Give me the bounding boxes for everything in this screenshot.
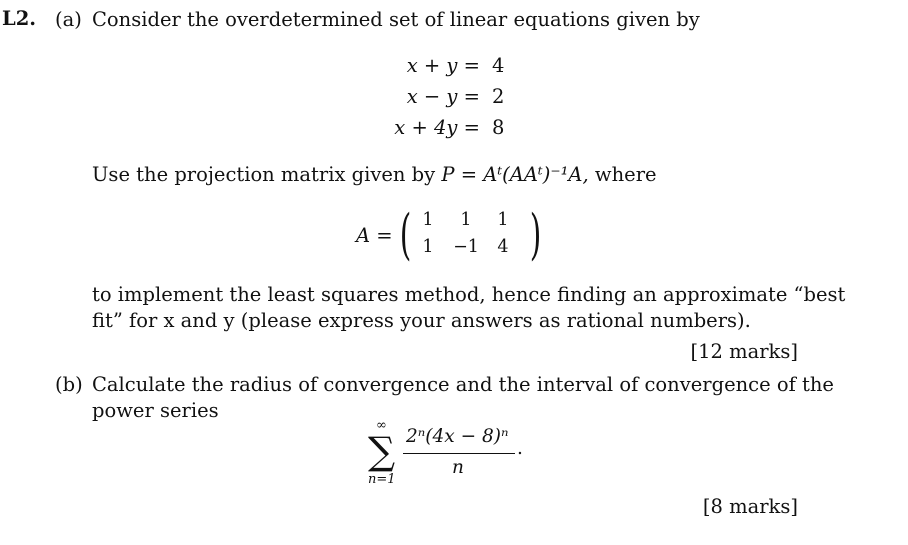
fraction-bar bbox=[403, 453, 515, 454]
question-number: L2. bbox=[2, 7, 37, 30]
matrix-cell: −1 bbox=[453, 237, 479, 257]
equation-row-3 bbox=[300, 116, 480, 142]
matrix-cell: 1 bbox=[497, 210, 509, 230]
part-b-line-1: Calculate the radius of convergence and the interval of convergence of the bbox=[92, 373, 834, 396]
equation-lhs: x + 4y = bbox=[394, 116, 480, 139]
series-numerator: 2ⁿ(4x − 8)ⁿ bbox=[406, 426, 509, 447]
projection-text: Use the projection matrix given by bbox=[92, 163, 436, 186]
equation-rhs: 8 bbox=[492, 116, 505, 139]
left-paren: ( bbox=[399, 203, 412, 266]
projection-formula: P = Aᵗ(AAᵗ)⁻¹A, bbox=[441, 163, 589, 186]
matrix-label: A = bbox=[356, 224, 393, 247]
equation-lhs: x + y = bbox=[406, 54, 480, 77]
matrix-cell: 1 bbox=[460, 210, 472, 230]
series-denominator: n bbox=[452, 457, 464, 478]
part-a-marks: [12 marks] bbox=[690, 340, 798, 363]
projection-sentence bbox=[92, 162, 657, 188]
equation-rhs: 2 bbox=[492, 85, 505, 108]
instruction-line-1: to implement the least squares method, hence finding an approximate “best bbox=[92, 283, 846, 306]
part-b-line-2: power series bbox=[92, 399, 219, 422]
matrix-cell: 1 bbox=[422, 237, 434, 257]
part-a-label: (a) bbox=[55, 8, 82, 31]
right-paren: ) bbox=[529, 203, 542, 266]
matrix-cell: 4 bbox=[497, 237, 509, 257]
matrix-cell: 1 bbox=[422, 210, 434, 230]
equation-row-2 bbox=[300, 85, 480, 111]
instruction-line-2: fit” for x and y (please express your answers as rational numbers). bbox=[92, 309, 751, 332]
sum-lower-limit: n=1 bbox=[368, 472, 396, 487]
part-b-marks: [8 marks] bbox=[702, 495, 798, 518]
sum-upper-limit: ∞ bbox=[376, 418, 387, 433]
part-a-intro: Consider the overdetermined set of linear equations given by bbox=[92, 8, 700, 31]
series-period: . bbox=[517, 438, 523, 459]
equation-rhs: 4 bbox=[492, 54, 505, 77]
equation-lhs: x − y = bbox=[406, 85, 480, 108]
where-text: where bbox=[594, 163, 657, 186]
sigma-symbol: ∑ bbox=[368, 429, 396, 473]
part-b-label: (b) bbox=[55, 373, 83, 396]
equation-row-1 bbox=[300, 54, 480, 80]
